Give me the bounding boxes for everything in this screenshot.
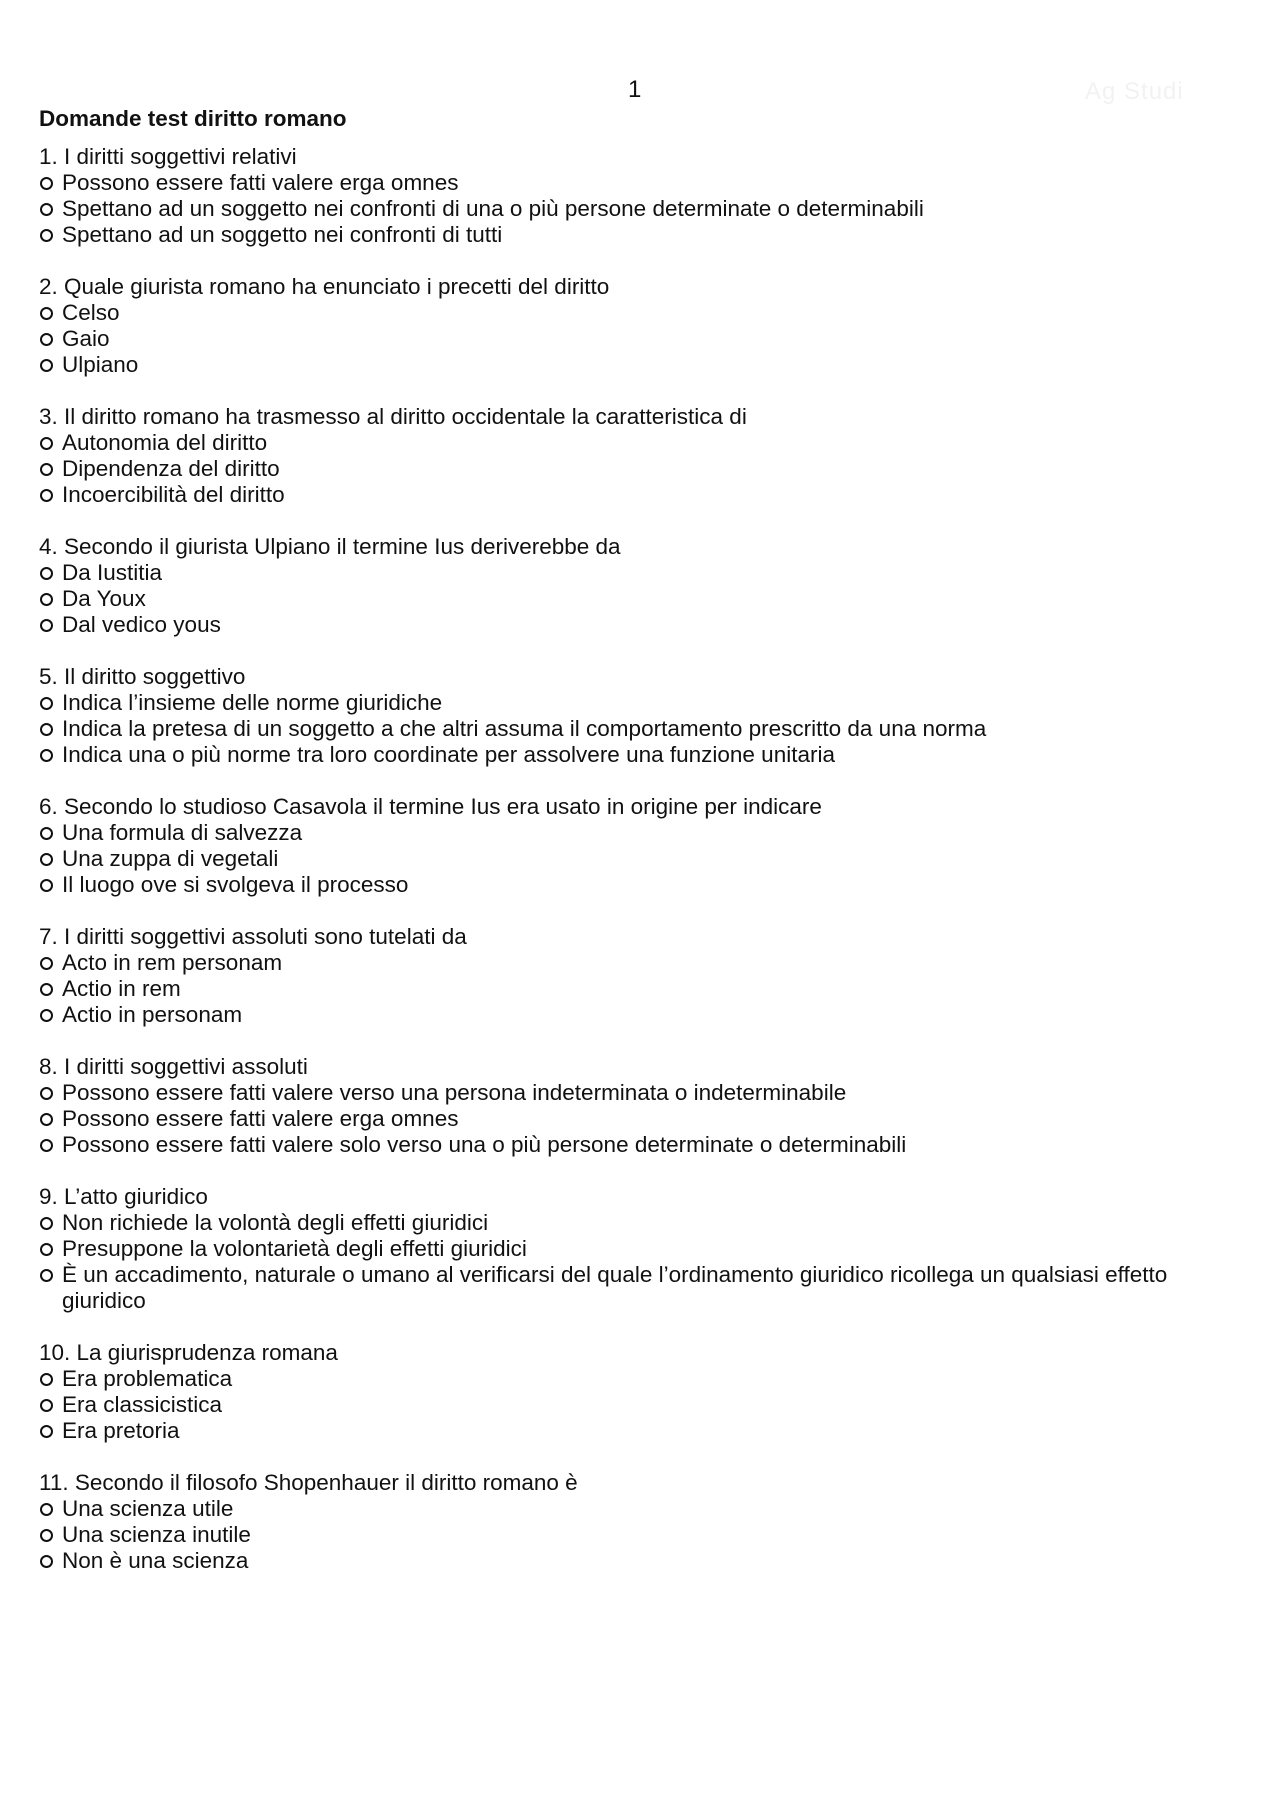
radio-circle-icon: [40, 229, 53, 242]
answer-option: [39, 846, 1249, 872]
radio-circle-icon: [40, 333, 53, 346]
radio-circle-icon: [40, 203, 53, 216]
question-2: [39, 274, 1249, 378]
answer-option-text: Era pretoria: [62, 1418, 180, 1443]
question-3: [39, 404, 1249, 508]
answer-option: [39, 1262, 1249, 1314]
answer-option-text: Era classicistica: [62, 1392, 223, 1417]
answer-option-text: Indica la pretesa di un soggetto a che altri assuma il comportamento prescritto da una norma: [62, 716, 987, 741]
radio-circle-icon: [40, 619, 53, 632]
radio-circle-icon: [40, 463, 53, 476]
answer-option: [39, 482, 1249, 508]
answer-option: [39, 1236, 1249, 1262]
radio-circle-icon: [40, 1009, 53, 1022]
question-text: 6. Secondo lo studioso Casavola il termine Ius era usato in origine per indicare: [39, 794, 822, 819]
radio-circle-icon: [40, 1139, 53, 1152]
question-text: 7. I diritti soggettivi assoluti sono tutelati da: [39, 924, 467, 949]
answer-option: [39, 586, 1249, 612]
question-text: 5. Il diritto soggettivo: [39, 664, 246, 689]
question-text: 2. Quale giurista romano ha enunciato i precetti del diritto: [39, 274, 610, 299]
answer-option-text: Dal vedico yous: [62, 612, 221, 637]
question-text: 3. Il diritto romano ha trasmesso al diritto occidentale la caratteristica di: [39, 404, 747, 429]
answer-option: [39, 1418, 1249, 1444]
answer-option-text: Non è una scienza: [62, 1548, 249, 1573]
question-4: [39, 534, 1249, 638]
answer-option-text: Autonomia del diritto: [62, 430, 268, 455]
answer-option-text: Possono essere fatti valere solo verso una o più persone determinate o determinabili: [62, 1132, 907, 1157]
document-title: Domande test diritto romano: [39, 106, 347, 131]
page-number: 1: [628, 76, 642, 103]
answer-option-text: Una scienza inutile: [62, 1522, 251, 1547]
answer-option: [39, 1210, 1249, 1236]
answer-option: [39, 716, 1249, 742]
answer-option-text: È un accadimento, naturale o umano al verificarsi del quale l’ordinamento giuridico ricollega un qualsiasi effetto giuridico: [62, 1262, 1168, 1313]
question-7: [39, 924, 1249, 1028]
answer-option-text: Gaio: [62, 326, 110, 351]
radio-circle-icon: [40, 1399, 53, 1412]
answer-option: [39, 196, 1249, 222]
question-text: 4. Secondo il giurista Ulpiano il termine Ius deriverebbe da: [39, 534, 621, 559]
answer-option: [39, 820, 1249, 846]
answer-option: [39, 1366, 1249, 1392]
answer-option-text: Ulpiano: [62, 352, 139, 377]
answer-option-text: Una formula di salvezza: [62, 820, 303, 845]
question-1: [39, 144, 1249, 248]
watermark: Ag Studi: [1085, 78, 1184, 105]
radio-circle-icon: [40, 1243, 53, 1256]
answer-option-text: Una zuppa di vegetali: [62, 846, 279, 871]
radio-circle-icon: [40, 1217, 53, 1230]
answer-option-text: Indica l’insieme delle norme giuridiche: [62, 690, 443, 715]
radio-circle-icon: [40, 853, 53, 866]
answer-option-text: Indica una o più norme tra loro coordinate per assolvere una funzione unitaria: [62, 742, 835, 767]
radio-circle-icon: [40, 1373, 53, 1386]
question-text: 9. L’atto giuridico: [39, 1184, 208, 1209]
radio-circle-icon: [40, 723, 53, 736]
answer-option: [39, 1496, 1249, 1522]
question-10: [39, 1340, 1249, 1444]
radio-circle-icon: [40, 879, 53, 892]
answer-option: [39, 950, 1249, 976]
answer-option-text: Possono essere fatti valere verso una persona indeterminata o indeterminabile: [62, 1080, 847, 1105]
question-6: [39, 794, 1249, 898]
radio-circle-icon: [40, 1113, 53, 1126]
answer-option-text: Celso: [62, 300, 120, 325]
answer-option-text: Actio in rem: [62, 976, 181, 1001]
answer-option-text: Presuppone la volontarietà degli effetti giuridici: [62, 1236, 527, 1261]
answer-option: [39, 1548, 1249, 1574]
radio-circle-icon: [40, 1425, 53, 1438]
answer-option: [39, 560, 1249, 586]
radio-circle-icon: [40, 983, 53, 996]
answer-option: [39, 976, 1249, 1002]
answer-option-text: Da Youx: [62, 586, 146, 611]
radio-circle-icon: [40, 827, 53, 840]
radio-circle-icon: [40, 1269, 53, 1282]
answer-option: [39, 1522, 1249, 1548]
radio-circle-icon: [40, 1503, 53, 1516]
radio-circle-icon: [40, 489, 53, 502]
question-text: 10. La giurisprudenza romana: [39, 1340, 338, 1365]
answer-option: [39, 1132, 1249, 1158]
answer-option-text: Actio in personam: [62, 1002, 243, 1027]
answer-option-text: Spettano ad un soggetto nei confronti di una o più persone determinate o determinabili: [62, 196, 924, 221]
radio-circle-icon: [40, 307, 53, 320]
radio-circle-icon: [40, 957, 53, 970]
answer-option: [39, 1002, 1249, 1028]
question-11: [39, 1470, 1249, 1574]
answer-option: [39, 326, 1249, 352]
question-text: 11. Secondo il filosofo Shopenhauer il diritto romano è: [39, 1470, 578, 1495]
answer-option: [39, 222, 1249, 248]
radio-circle-icon: [40, 177, 53, 190]
radio-circle-icon: [40, 1087, 53, 1100]
answer-option: [39, 456, 1249, 482]
question-text: 1. I diritti soggettivi relativi: [39, 144, 297, 169]
question-5: [39, 664, 1249, 768]
answer-option-text: Il luogo ove si svolgeva il processo: [62, 872, 409, 897]
question-text: 8. I diritti soggettivi assoluti: [39, 1054, 308, 1079]
radio-circle-icon: [40, 1529, 53, 1542]
answer-option: [39, 1080, 1249, 1106]
answer-option: [39, 612, 1249, 638]
answer-option: [39, 170, 1249, 196]
answer-option-text: Non richiede la volontà degli effetti giuridici: [62, 1210, 489, 1235]
answer-option-text: Incoercibilità del diritto: [62, 482, 285, 507]
answer-option-text: Spettano ad un soggetto nei confronti di tutti: [62, 222, 503, 247]
radio-circle-icon: [40, 1555, 53, 1568]
answer-option-text: Possono essere fatti valere erga omnes: [62, 170, 459, 195]
answer-option-text: Possono essere fatti valere erga omnes: [62, 1106, 459, 1131]
radio-circle-icon: [40, 593, 53, 606]
answer-option: [39, 690, 1249, 716]
answer-option-text: Da Iustitia: [62, 560, 163, 585]
radio-circle-icon: [40, 359, 53, 372]
radio-circle-icon: [40, 749, 53, 762]
answer-option: [39, 352, 1249, 378]
question-8: [39, 1054, 1249, 1158]
radio-circle-icon: [40, 567, 53, 580]
answer-option: [39, 430, 1249, 456]
question-9: [39, 1184, 1249, 1314]
answer-option-text: Acto in rem personam: [62, 950, 283, 975]
radio-circle-icon: [40, 697, 53, 710]
answer-option-text: Dipendenza del diritto: [62, 456, 280, 481]
radio-circle-icon: [40, 437, 53, 450]
document-content: [39, 106, 1249, 1600]
answer-option: [39, 1392, 1249, 1418]
answer-option-text: Era problematica: [62, 1366, 233, 1391]
answer-option: [39, 1106, 1249, 1132]
answer-option-text: Una scienza utile: [62, 1496, 234, 1521]
answer-option: [39, 872, 1249, 898]
question-list: [39, 144, 1249, 1574]
answer-option: [39, 742, 1249, 768]
answer-option: [39, 300, 1249, 326]
